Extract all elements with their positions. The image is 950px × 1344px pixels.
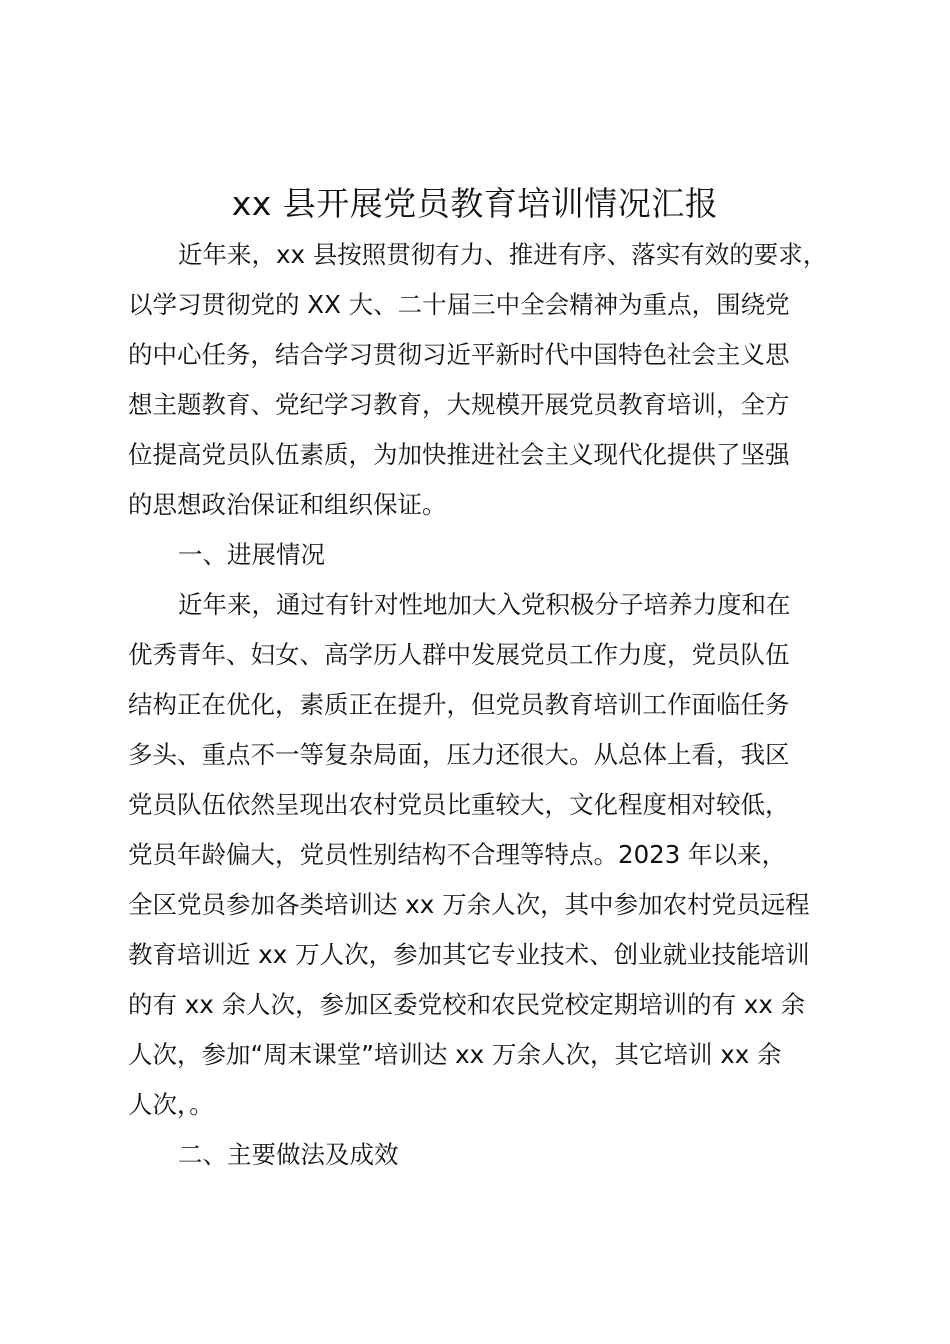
paragraph-line: 党员队伍依然呈现出农村党员比重较大，文化程度相对较低， <box>128 790 790 819</box>
section-heading-progress: 一、进展情况 <box>178 540 325 569</box>
section-heading-practices: 二、主要做法及成效 <box>178 1140 399 1169</box>
paragraph-line: 人次，。 <box>128 1090 214 1119</box>
paragraph-line: 近年来，通过有针对性地加大入党积极分子培养力度和在 <box>178 590 791 619</box>
document-body <box>128 230 828 1180</box>
paragraph-line: 党员年龄偏大，党员性别结构不合理等特点。2023 年以来， <box>128 840 787 869</box>
paragraph-line: 的思想政治保证和组织保证。 <box>128 490 447 519</box>
paragraph-line: 的有 xx 余人次，参加区委党校和农民党校定期培训的有 xx 余 <box>128 990 806 1019</box>
paragraph-line: 人次，参加“周末课堂”培训达 xx 万余人次，其它培训 xx 余 <box>128 1040 782 1069</box>
document-title: xx 县开展党员教育培训情况汇报 <box>231 184 719 223</box>
paragraph-line: 全区党员参加各类培训达 xx 万余人次，其中参加农村党员远程 <box>128 890 810 919</box>
paragraph-line: 多头、重点不一等复杂局面，压力还很大。从总体上看，我区 <box>128 740 790 769</box>
paragraph-line: 结构正在优化，素质正在提升，但党员教育培训工作面临任务 <box>128 690 790 719</box>
paragraph-intro <box>128 230 828 530</box>
paragraph-line: 近年来，xx 县按照贯彻有力、推进有序、落实有效的要求， <box>178 240 828 269</box>
paragraph-line: 以学习贯彻党的 XX 大、二十届三中全会精神为重点，围绕党 <box>128 290 790 319</box>
paragraph-line: 位提高党员队伍素质，为加快推进社会主义现代化提供了坚强 <box>128 440 790 469</box>
paragraph-progress <box>128 580 828 1130</box>
paragraph-line: 教育培训近 xx 万人次，参加其它专业技术、创业就业技能培训 <box>128 940 810 969</box>
paragraph-line: 的中心任务，结合学习贯彻习近平新时代中国特色社会主义思 <box>128 340 790 369</box>
paragraph-line: 想主题教育、党纪学习教育，大规模开展党员教育培训，全方 <box>128 390 790 419</box>
paragraph-line: 优秀青年、妇女、高学历人群中发展党员工作力度，党员队伍 <box>128 640 790 669</box>
